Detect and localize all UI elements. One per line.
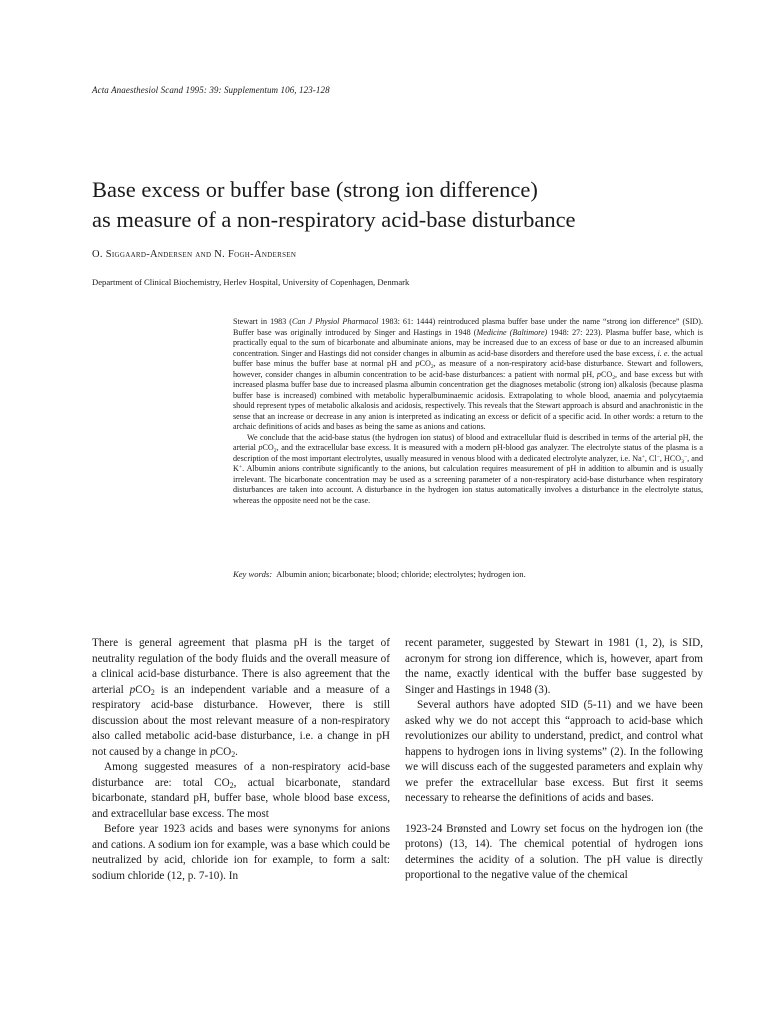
article-title	[92, 175, 732, 235]
keywords-text: Albumin anion; bicarbonate; blood; chloride; electrolytes; hydrogen ion.	[276, 569, 526, 579]
keywords	[233, 569, 703, 579]
body-paragraph: Among suggested measures of a non-respiratory acid-base disturbance are: total $CO_2$, actual bicarbonate, standard bicarbonate, standard pH, buffer base, whole blood base excess, and extracellular base excess. The most	[92, 761, 390, 820]
affiliation: Department of Clinical Biochemistry, Herlev Hospital, University of Copenhagen, Denmark	[92, 277, 410, 287]
abstract-paragraph-2: We conclude that the acid-base status (the hydrogen ion status) of blood and extracellular fluid is described in terms of the arterial pH, the arterial pCO$_2$, and the extracellular base excess. It is measured with a modern pH-blood gas analyzer. The electrolyte status of the plasma is a description of the most important electrolytes, usually measured in venous blood with a dedicated electrolyte analyzer, i.e. Na+, Cl−, $HCO_3^-$, and K+. Albumin anions contribute significantly to the anions, but calculation requires measurement of pH in addition to albumin and is usually irrelevant. The bicarbonate concentration may be used as a screening parameter of a non-respiratory acid-base disturbance when respiratory disturbances are taken into account. A disturbance in the hydrogen ion status automatically involves a disturbance in the electrolyte status, whereas the opposite need not be the case.	[233, 432, 704, 505]
abstract	[233, 317, 703, 506]
body-column-right	[405, 636, 703, 884]
body-paragraph: Several authors have adopted SID (5-11) and we have been asked why we do not accept this “approach to acid-base which revolutionizes our ability to understand, predict, and control what happens to hydrogen ions in living systems” (2). In the following we will discuss each of the suggested parameters and explain why we prefer the extracellular base excess. But first it seems necessary to rehearse the definitions of acids and bases.	[405, 699, 703, 804]
keywords-label: Key words:	[233, 569, 273, 579]
body-column-left	[92, 636, 390, 884]
author-list: O. Siggaard-Andersen and N. Fogh-Andersen	[92, 249, 297, 260]
title-line-2: as measure of a non-respiratory acid-base disturbance	[92, 207, 576, 232]
body-paragraph: There is general agreement that plasma pH is the target of neutrality regulation of the body fluids and the overall measure of a clinical acid-base disturbance. There is also agreement that the arterial pCO$_2$ is an independent variable and a measure of a respiratory acid-base disturbance. However, there is still discussion about the most relevant measure of a non-respiratory also called metabolic acid-base disturbance, i.e. a change in pH not caused by a change in pCO$_2$.	[92, 637, 390, 759]
title-line-1: Base excess or buffer base (strong ion difference)	[92, 177, 538, 202]
journal-citation: Acta Anaesthesiol Scand 1995: 39: Supplementum 106, 123-128	[92, 85, 330, 95]
body-paragraph: recent parameter, suggested by Stewart in 1981 (1, 2), is SID, acronym for strong ion difference, which is, however, apart from the name, exactly identical with the buffer base suggested by Singer and Hastings in 1948 (3).	[405, 637, 703, 696]
abstract-paragraph-1: Stewart in 1983 (Can J Physiol Pharmacol 1983: 61: 1444) reintroduced plasma buffer base under the name “strong ion difference” (SID). Buffer base was originally introduced by Singer and Hastings in 1948 (Medicine (Baltimore) 1948: 27: 223). Plasma buffer base, which is practically equal to the sum of bicarbonate and albuminate anions, may be increased due to an excess of base or due to an increased albumin concentration. Singer and Hastings did not consider changes in albumin as acid-base disorders and therefore used the base excess, i. e. the actual buffer base minus the buffer base at normal pH and pCO$_2$, as measure of a non-respiratory acid-base disturbance. Stewart and followers, however, consider changes in albumin concentration to be acid-base disturbances: a patient with normal pH, pCO$_2$, and base excess but with increased plasma buffer base due to increased plasma albumin concentration get the diagnoses metabolic (strong ion) alkalosis (because plasma buffer base is increased) combined with metabolic hyperalbuminaemic acidosis. Extrapolating to whole blood, anaemia and polycytaemia should represent types of metabolic alkalosis and acidosis, respectively. This reveals that the Stewart approach is absurd and anachronistic in the sense that an increase or decrease in any anion is interpreted as indicating an excess or deficit of a specific acid. In other words: a return to the archaic definitions of acids and bases as being the same as anions and cations.	[233, 317, 703, 431]
body-paragraph: 1923-24 Brønsted and Lowry set focus on the hydrogen ion (the protons) (13, 14). The chemical potential of hydrogen ions determines the acidity of a solution. The pH value is directly proportional to the negative value of the chemical	[405, 822, 703, 881]
body-paragraph: Before year 1923 acids and bases were synonyms for anions and cations. A sodium ion for example, was a base which could be neutralized by acid, chloride ion for example, to form a salt: sodium chloride (12, p. 7-10). In	[92, 823, 390, 882]
